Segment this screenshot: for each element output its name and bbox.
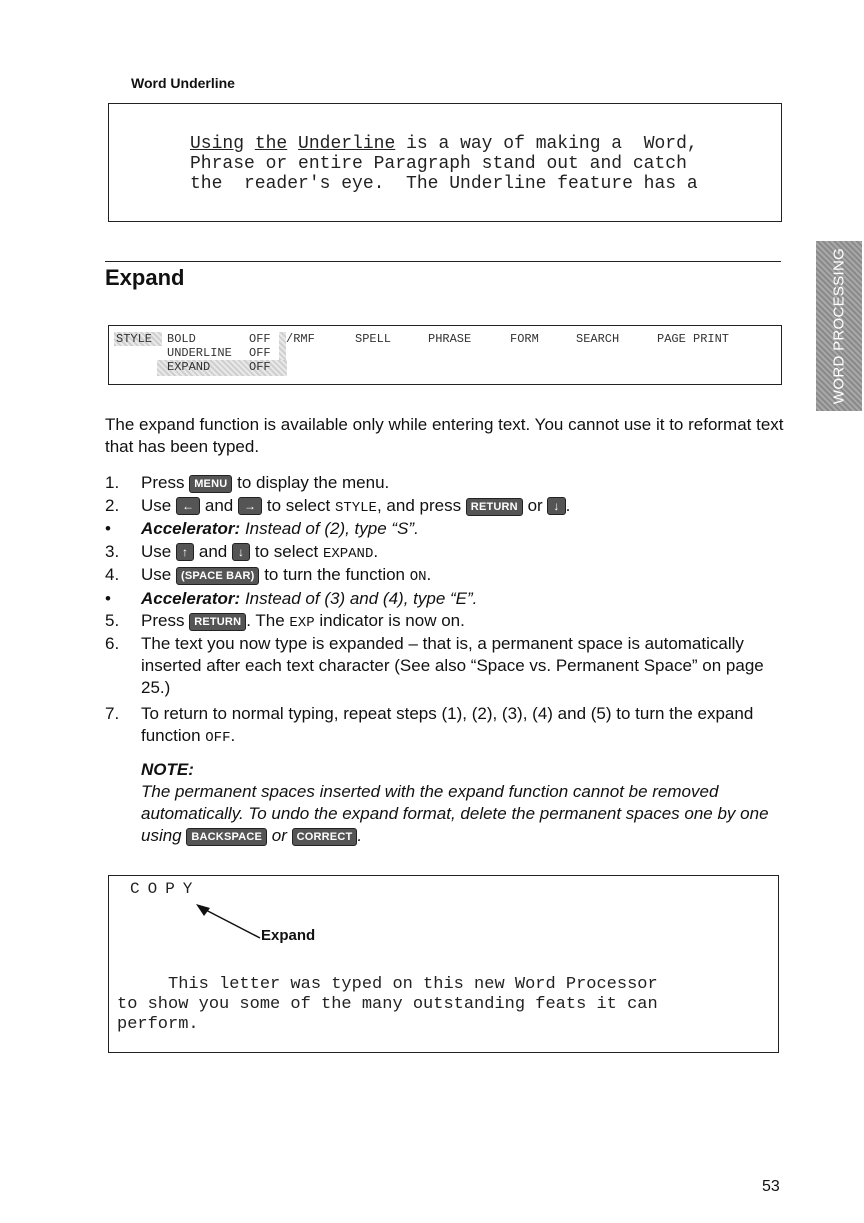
step-text: indicator is now on. <box>314 611 465 630</box>
code-on: ON <box>409 569 427 585</box>
step-number: 6. <box>105 634 120 653</box>
submenu-edge <box>279 332 286 360</box>
callout-arrow-icon <box>194 902 262 940</box>
space <box>244 134 255 154</box>
return-key: RETURN <box>466 498 523 516</box>
expand-title: Expand <box>105 265 185 290</box>
down-arrow-key: ↓ <box>232 543 250 561</box>
step-text: The text you now type is expanded – that is, a permanent space is automatically inserted after each text character (See also “Space vs. Permanent Space” on page 25.) <box>141 634 764 697</box>
underlined-word: the <box>254 134 288 154</box>
note-text: The permanent spaces inserted with the expand function cannot be removed automatically. To undo the expand format, delete the permanent spaces one by one using <box>141 782 769 845</box>
code-expand: EXPAND <box>322 546 374 562</box>
paragraph-line: This letter was typed on this new Word Processor <box>117 975 658 994</box>
menu-item-spell[interactable]: SPELL <box>355 332 392 346</box>
step-text: to select <box>250 542 323 561</box>
step-text: . <box>230 726 236 745</box>
accelerator-label: Accelerator: <box>141 519 241 538</box>
backspace-key: BACKSPACE <box>186 828 267 846</box>
step-number: 5. <box>105 611 120 630</box>
step-text: to select <box>262 496 335 515</box>
step-text: Use <box>141 496 176 515</box>
menu-style[interactable]: STYLE <box>116 332 153 346</box>
note-body <box>141 781 791 847</box>
paragraph-line: to show you some of the many outstanding feats it can <box>117 995 658 1014</box>
step-number: 1. <box>105 473 120 492</box>
step-text: Use <box>141 565 176 584</box>
underlined-word: Using <box>190 134 245 154</box>
section-rule <box>105 261 781 262</box>
page-number: 53 <box>762 1178 780 1195</box>
menu-option-expand-state: OFF <box>249 360 271 374</box>
accelerator-text: Instead of (2), type “S”. <box>240 519 419 538</box>
section-heading: Word Underline <box>131 75 235 91</box>
intro-paragraph: The expand function is available only while entering text. You cannot use it to reformat text that has been typed. <box>105 415 784 456</box>
paragraph-line: perform. <box>117 1015 199 1034</box>
sample-line: the reader's eye. The Underline feature has a <box>190 174 698 194</box>
step-text: , and press <box>376 496 466 515</box>
step-text: Press <box>141 611 190 630</box>
sample-line-rest: is a way of making a Word, <box>395 134 698 154</box>
note-text: . <box>357 826 363 845</box>
note-title: NOTE: <box>141 760 194 779</box>
menu-option-underline-state: OFF <box>249 346 271 360</box>
return-key: RETURN <box>189 613 246 631</box>
step-text: to turn the function <box>259 565 410 584</box>
menu-option-underline[interactable]: UNDERLINE <box>167 346 232 360</box>
correct-key: CORRECT <box>292 828 358 846</box>
menu-item-phrase[interactable]: PHRASE <box>428 332 472 346</box>
note-text: or <box>267 826 292 845</box>
underline-sample-text <box>190 134 698 194</box>
side-tab-label: WORD PROCESSING <box>830 247 848 405</box>
step-number: 2. <box>105 496 120 515</box>
menu-option-expand[interactable]: EXPAND <box>167 360 211 374</box>
step-text: Press <box>141 473 190 492</box>
step-text: and <box>194 542 232 561</box>
menu-item-page-print[interactable]: PAGE PRINT <box>657 332 730 346</box>
menu-item-search[interactable]: SEARCH <box>576 332 620 346</box>
underline-sample-box <box>108 103 782 222</box>
accelerator-label: Accelerator: <box>141 589 241 608</box>
menu-option-bold-state: OFF <box>249 332 271 346</box>
code-exp: EXP <box>289 615 315 631</box>
bullet: • <box>105 589 111 608</box>
underlined-word: Underline <box>298 134 396 154</box>
step-number: 4. <box>105 565 120 584</box>
step-text: . <box>373 542 379 561</box>
left-arrow-key: ← <box>176 497 200 515</box>
expand-example-box <box>108 875 779 1053</box>
menu-item-form[interactable]: FORM <box>510 332 539 346</box>
step-text: . The <box>246 611 290 630</box>
side-tab <box>816 241 862 411</box>
space-bar-key: (SPACE BAR) <box>176 567 260 585</box>
space <box>287 134 298 154</box>
sample-line: Phrase or entire Paragraph stand out and catch <box>190 154 687 174</box>
step-number: 3. <box>105 542 120 561</box>
step-text: Use <box>141 542 176 561</box>
step-number: 7. <box>105 704 120 723</box>
up-arrow-key: ↑ <box>176 543 194 561</box>
expanded-word: COPY <box>130 880 201 898</box>
callout-label: Expand <box>261 927 316 944</box>
step-text: or <box>522 496 548 515</box>
menu-key: MENU <box>189 475 232 493</box>
bullet: • <box>105 519 111 538</box>
menu-screen <box>108 325 782 385</box>
example-paragraph <box>117 975 658 1035</box>
code-style: STYLE <box>334 500 377 516</box>
step-text: to display the menu. <box>232 473 390 492</box>
accelerator-text: Instead of (3) and (4), type “E”. <box>240 589 478 608</box>
step-text: and <box>200 496 238 515</box>
step-text: . <box>426 565 432 584</box>
right-arrow-key: → <box>238 497 262 515</box>
step-text: To return to normal typing, repeat steps (1), (2), (3), (4) and (5) to turn the expand function <box>141 704 754 745</box>
down-arrow-key: ↓ <box>547 497 565 515</box>
menu-option-bold[interactable]: BOLD <box>167 332 196 346</box>
step-text: . <box>565 496 571 515</box>
code-off: OFF <box>205 730 231 746</box>
menu-item-rmf[interactable]: /RMF <box>286 332 315 346</box>
